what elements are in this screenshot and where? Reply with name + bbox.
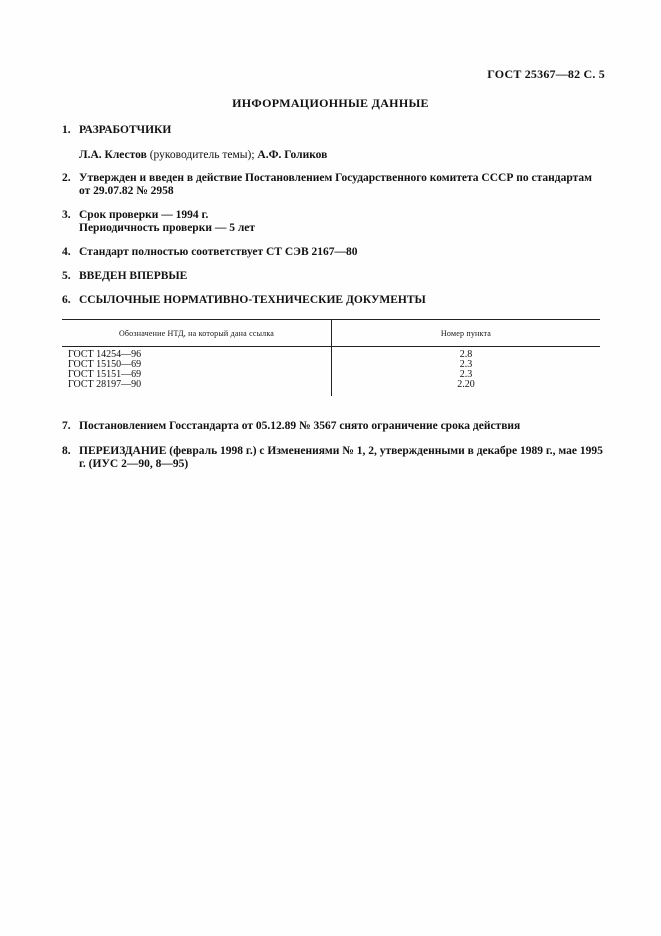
table-point-1: 2.8 xyxy=(459,349,473,360)
section-6 xyxy=(62,294,604,307)
section-4 xyxy=(62,246,604,259)
page-title: ИНФОРМАЦИОННЫЕ ДАННЫЕ xyxy=(232,96,429,110)
section-3-line-1: Срок проверки — 1994 г. xyxy=(79,209,209,221)
section-5 xyxy=(62,270,604,283)
section-8-text: ПЕРЕИЗДАНИЕ (февраль 1998 г.) с Изменениями № 1, 2, утвержденными в декабре 1989 г., мае 1995 г. (ИУС 2—90, 8—95) xyxy=(79,445,603,470)
section-6-heading: ССЫЛОЧНЫЕ НОРМАТИВНО-ТЕХНИЧЕСКИЕ ДОКУМЕНТЫ xyxy=(79,294,426,306)
section-2-text: Утвержден и введен в действие Постановлением Государственного комитета СССР по стандартам от 29.07.82 № 2958 xyxy=(79,172,592,197)
table-cell-points xyxy=(332,347,601,397)
developers-line xyxy=(79,149,327,162)
table-doc-1: ГОСТ 14254—96 xyxy=(68,349,142,360)
developer-name-2: А.Ф. Голиков xyxy=(257,149,328,161)
section-3 xyxy=(62,209,604,235)
table-point-2: 2.3 xyxy=(459,359,473,370)
table-header-point: Номер пункта xyxy=(332,320,601,347)
developer-role-1: (руководитель темы); xyxy=(146,149,258,161)
section-3-number: 3. xyxy=(62,209,71,221)
table-point-4: 2.20 xyxy=(457,379,475,390)
table-row xyxy=(62,347,600,397)
table-doc-2: ГОСТ 15150—69 xyxy=(68,359,142,370)
page-header-reference: ГОСТ 25367—82 С. 5 xyxy=(487,67,605,81)
section-1 xyxy=(62,124,604,137)
section-6-number: 6. xyxy=(62,294,71,306)
table-doc-3: ГОСТ 15151—69 xyxy=(68,369,142,380)
section-7 xyxy=(62,420,604,433)
table-cell-documents xyxy=(62,347,332,397)
section-7-number: 7. xyxy=(62,420,71,432)
section-8-number: 8. xyxy=(62,445,71,457)
section-5-text: ВВЕДЕН ВПЕРВЫЕ xyxy=(79,270,188,282)
section-2 xyxy=(62,172,604,198)
section-5-number: 5. xyxy=(62,270,71,282)
section-2-number: 2. xyxy=(62,172,71,184)
section-4-text: Стандарт полностью соответствует СТ СЭВ 2167—80 xyxy=(79,246,358,258)
developer-name-1: Л.А. Клестов xyxy=(79,149,147,161)
table-header-document: Обозначение НТД, на который дана ссылка xyxy=(62,320,332,347)
section-1-number: 1. xyxy=(62,124,71,136)
table-header-row xyxy=(62,320,600,347)
reference-documents-table xyxy=(62,319,600,396)
section-8 xyxy=(62,445,604,471)
section-4-number: 4. xyxy=(62,246,71,258)
table-doc-4: ГОСТ 28197—90 xyxy=(68,379,142,390)
section-3-line-2: Периодичность проверки — 5 лет xyxy=(79,222,256,234)
section-1-heading: РАЗРАБОТЧИКИ xyxy=(79,124,172,136)
table-point-3: 2.3 xyxy=(459,369,473,380)
section-7-text: Постановлением Госстандарта от 05.12.89 № 3567 снято ограничение срока действия xyxy=(79,420,521,432)
